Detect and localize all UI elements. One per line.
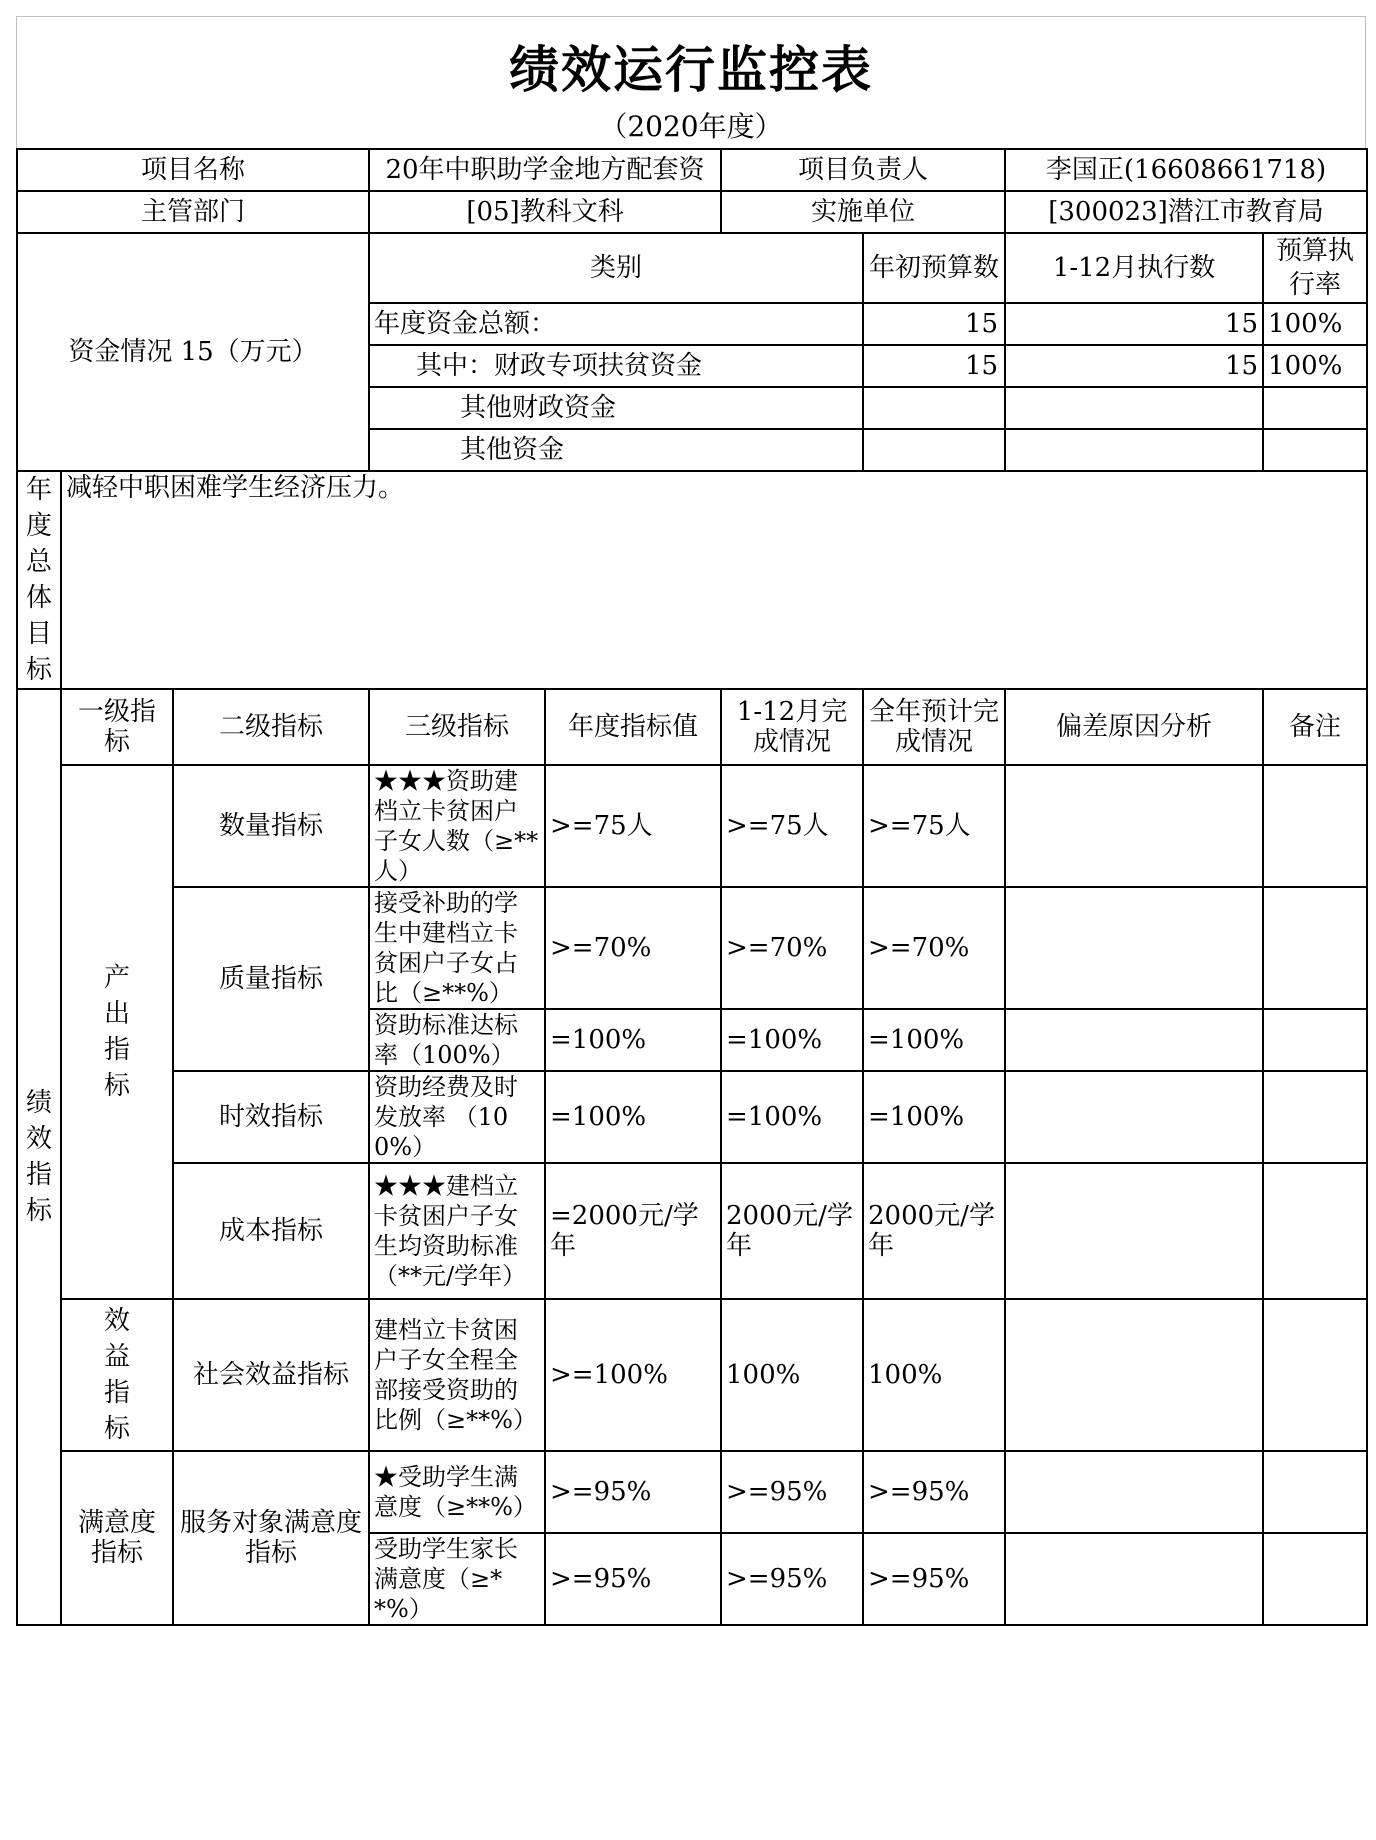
target-value: >=100% — [545, 1299, 721, 1451]
level3-indicator: ★受助学生满意度（≥**%） — [369, 1451, 545, 1533]
expected-value: >=70% — [863, 887, 1005, 1009]
fund-row-rate: 100% — [1263, 345, 1367, 387]
remark-cell — [1263, 1009, 1367, 1071]
level3-indicator: 受助学生家长满意度（≥**%） — [369, 1533, 545, 1625]
col-budget-header: 年初预算数 — [863, 233, 1005, 303]
fund-row-budget: 15 — [863, 345, 1005, 387]
remark-cell — [1263, 1071, 1367, 1163]
performance-sheet — [16, 16, 1366, 1626]
goal-row — [17, 471, 1367, 689]
target-value: =100% — [545, 1071, 721, 1163]
leader-label: 项目负责人 — [721, 149, 1005, 191]
level3-indicator: ★★★资助建档立卡贫困户子女人数（≥**人） — [369, 765, 545, 887]
target-value: =100% — [545, 1009, 721, 1071]
level2-service: 服务对象满意度指标 — [173, 1451, 369, 1625]
goal-text: 减轻中职困难学生经济压力。 — [61, 471, 1367, 689]
deviation-cell — [1005, 1009, 1263, 1071]
unit-value: [300023]潜江市教育局 — [1005, 191, 1367, 233]
expected-value: >=95% — [863, 1451, 1005, 1533]
remark-cell — [1263, 1163, 1367, 1299]
funds-header-row — [17, 233, 1367, 303]
project-name-label: 项目名称 — [17, 149, 369, 191]
level1-output-text: 产出指标 — [104, 963, 131, 1101]
done-value: >=95% — [721, 1533, 863, 1625]
header-remark: 备注 — [1263, 689, 1367, 765]
remark-cell — [1263, 765, 1367, 887]
done-value: =100% — [721, 1009, 863, 1071]
level2-quality: 质量指标 — [173, 887, 369, 1071]
title-area — [16, 16, 1366, 148]
perf-row-6 — [17, 1451, 1367, 1533]
perf-row-3 — [17, 1071, 1367, 1163]
fund-row-budget: 15 — [863, 303, 1005, 345]
remark-cell — [1263, 1533, 1367, 1625]
target-value: >=95% — [545, 1533, 721, 1625]
done-value: >=75人 — [721, 765, 863, 887]
fund-row-rate — [1263, 429, 1367, 471]
deviation-cell — [1005, 1533, 1263, 1625]
deviation-cell — [1005, 887, 1263, 1009]
perf-row-5 — [17, 1299, 1367, 1451]
remark-cell — [1263, 887, 1367, 1009]
fund-row-exec — [1005, 387, 1263, 429]
header-level1: 一级指标 — [61, 689, 173, 765]
done-value: 100% — [721, 1299, 863, 1451]
level1-satisfaction: 满意度指标 — [61, 1451, 173, 1625]
remark-cell — [1263, 1299, 1367, 1451]
done-value: 2000元/学年 — [721, 1163, 863, 1299]
fund-row-name: 其中：财政专项扶贫资金 — [369, 345, 863, 387]
expected-value: 2000元/学年 — [863, 1163, 1005, 1299]
level2-social: 社会效益指标 — [173, 1299, 369, 1451]
header-expected: 全年预计完成情况 — [863, 689, 1005, 765]
expected-value: >=75人 — [863, 765, 1005, 887]
target-value: =2000元/学年 — [545, 1163, 721, 1299]
perf-row-1 — [17, 887, 1367, 1009]
level2-cost: 成本指标 — [173, 1163, 369, 1299]
expected-value: =100% — [863, 1071, 1005, 1163]
level2-quantity: 数量指标 — [173, 765, 369, 887]
info-row-project — [17, 149, 1367, 191]
page-title: 绩效运行监控表 — [509, 40, 873, 99]
expected-value: =100% — [863, 1009, 1005, 1071]
deviation-cell — [1005, 765, 1263, 887]
level1-benefit-text: 效益指标 — [104, 1306, 131, 1444]
deviation-cell — [1005, 1163, 1263, 1299]
perf-label-text: 绩效指标 — [26, 1088, 53, 1226]
deviation-cell — [1005, 1071, 1263, 1163]
fund-row-exec — [1005, 429, 1263, 471]
fund-row-budget — [863, 387, 1005, 429]
monitor-table — [16, 148, 1368, 1626]
fund-row-name: 其他资金 — [369, 429, 863, 471]
level1-output — [61, 765, 173, 1299]
project-name-value: 20年中职助学金地方配套资 — [369, 149, 721, 191]
level1-benefit — [61, 1299, 173, 1451]
level3-indicator: 资助标准达标率（100%） — [369, 1009, 545, 1071]
done-value: =100% — [721, 1071, 863, 1163]
col-exec-header: 1-12月执行数 — [1005, 233, 1263, 303]
category-header: 类别 — [369, 233, 863, 303]
fund-row-rate — [1263, 387, 1367, 429]
deviation-cell — [1005, 1451, 1263, 1533]
deviation-cell — [1005, 1299, 1263, 1451]
level3-indicator: 建档立卡贫困户子女全程全部接受资助的比例（≥**%） — [369, 1299, 545, 1451]
perf-header-row — [17, 689, 1367, 765]
dept-value: [05]教科文科 — [369, 191, 721, 233]
fund-row-name: 年度资金总额： — [369, 303, 863, 345]
done-value: >=70% — [721, 887, 863, 1009]
expected-value: 100% — [863, 1299, 1005, 1451]
fund-row-name: 其他财政资金 — [369, 387, 863, 429]
fund-row-budget — [863, 429, 1005, 471]
remark-cell — [1263, 1451, 1367, 1533]
col-rate-header: 预算执行率 — [1263, 233, 1367, 303]
dept-label: 主管部门 — [17, 191, 369, 233]
level3-indicator: ★★★建档立卡贫困户子女生均资助标准（**元/学年） — [369, 1163, 545, 1299]
page-year: （2020年度） — [599, 110, 783, 143]
fund-row-rate: 100% — [1263, 303, 1367, 345]
goal-label — [17, 471, 61, 689]
target-value: >=95% — [545, 1451, 721, 1533]
unit-label: 实施单位 — [721, 191, 1005, 233]
leader-value: 李国正(16608661718) — [1005, 149, 1367, 191]
header-level2: 二级指标 — [173, 689, 369, 765]
perf-row-4 — [17, 1163, 1367, 1299]
header-target: 年度指标值 — [545, 689, 721, 765]
target-value: >=75人 — [545, 765, 721, 887]
header-level3: 三级指标 — [369, 689, 545, 765]
funds-label: 资金情况 15（万元） — [17, 233, 369, 471]
level2-timeliness: 时效指标 — [173, 1071, 369, 1163]
fund-row-exec: 15 — [1005, 303, 1263, 345]
level3-indicator: 资助经费及时发放率 （100%） — [369, 1071, 545, 1163]
perf-row-0 — [17, 765, 1367, 887]
header-done: 1-12月完成情况 — [721, 689, 863, 765]
target-value: >=70% — [545, 887, 721, 1009]
done-value: >=95% — [721, 1451, 863, 1533]
goal-label-text: 年度总体目标 — [26, 475, 53, 685]
header-deviation: 偏差原因分析 — [1005, 689, 1263, 765]
perf-label — [17, 689, 61, 1625]
fund-row-exec: 15 — [1005, 345, 1263, 387]
info-row-dept — [17, 191, 1367, 233]
expected-value: >=95% — [863, 1533, 1005, 1625]
level3-indicator: 接受补助的学生中建档立卡贫困户子女占比（≥**%） — [369, 887, 545, 1009]
